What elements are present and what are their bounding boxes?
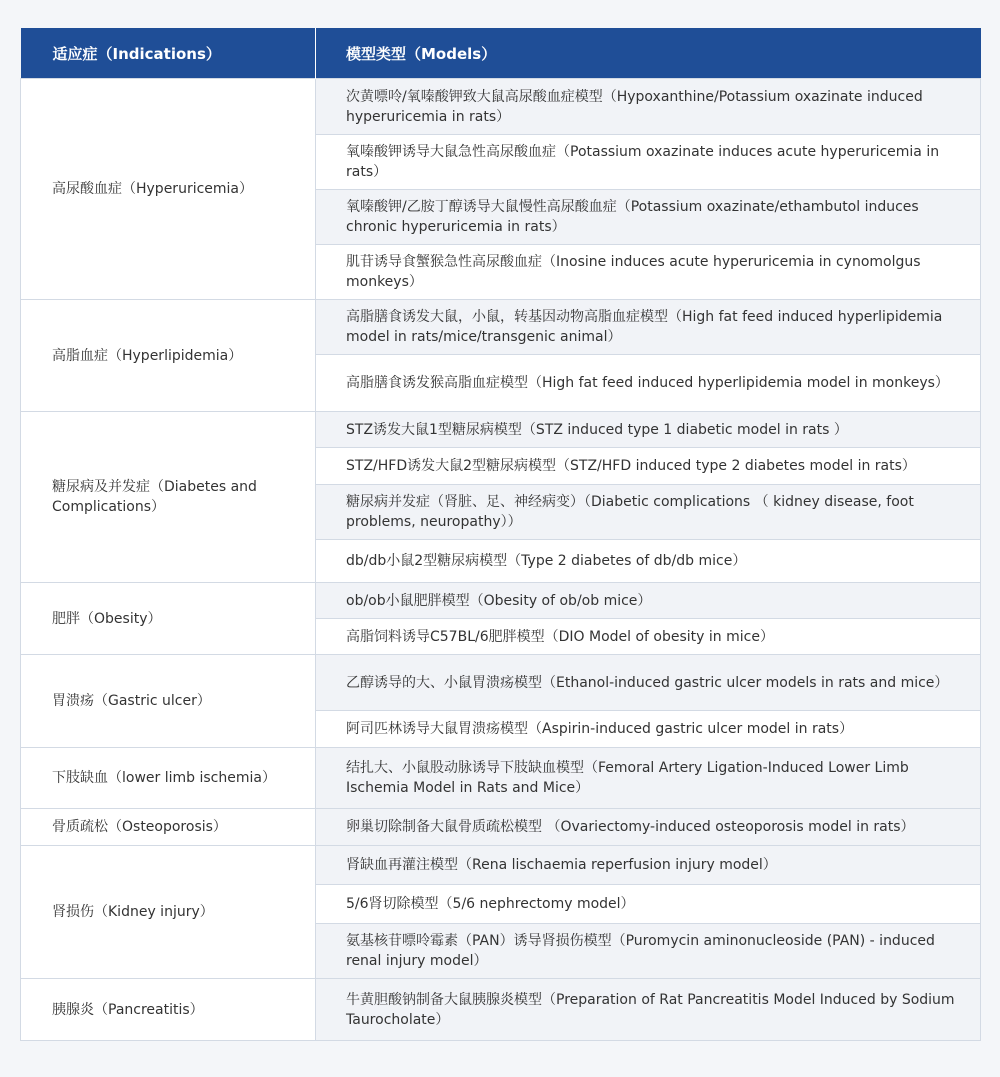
table-row bbox=[21, 809, 981, 846]
indication-cell: 骨质疏松（Osteoporosis） bbox=[21, 809, 316, 846]
indication-cell: 胰腺炎（Pancreatitis） bbox=[21, 979, 316, 1041]
table-row bbox=[21, 79, 981, 135]
model-cell: STZ/HFD诱发大鼠2型糖尿病模型（STZ/HFD induced type 2 diabetes model in rats） bbox=[316, 448, 981, 485]
indication-cell: 肾损伤（Kidney injury） bbox=[21, 846, 316, 979]
models-table-container bbox=[20, 28, 980, 1041]
indications-column-header: 适应症（Indications） bbox=[21, 28, 316, 79]
model-cell: 氨基核苷嘌呤霉素（PAN）诱导肾损伤模型（Puromycin aminonucleoside (PAN) - induced renal injury model） bbox=[316, 924, 981, 979]
model-cell: 卵巢切除制备大鼠骨质疏松模型 （Ovariectomy-induced osteoporosis model in rats） bbox=[316, 809, 981, 846]
model-cell: 次黄嘌呤/氧嗪酸钾致大鼠高尿酸血症模型（Hypoxanthine/Potassium oxazinate induced hyperuricemia in rats） bbox=[316, 79, 981, 135]
model-cell: STZ诱发大鼠1型糖尿病模型（STZ induced type 1 diabetic model in rats ） bbox=[316, 412, 981, 448]
model-cell: db/db小鼠2型糖尿病模型（Type 2 diabetes of db/db mice） bbox=[316, 540, 981, 583]
model-cell: 氧嗪酸钾诱导大鼠急性高尿酸血症（Potassium oxazinate induces acute hyperuricemia in rats） bbox=[316, 135, 981, 190]
model-cell: 肌苷诱导食蟹猴急性高尿酸血症（Inosine induces acute hyperuricemia in cynomolgus monkeys） bbox=[316, 245, 981, 300]
table-row bbox=[21, 583, 981, 619]
indications-models-table bbox=[20, 28, 981, 1041]
indication-cell: 高脂血症（Hyperlipidemia） bbox=[21, 300, 316, 412]
model-cell: 肾缺血再灌注模型（Rena lischaemia reperfusion injury model） bbox=[316, 846, 981, 885]
indication-cell: 高尿酸血症（Hyperuricemia） bbox=[21, 79, 316, 300]
model-cell: 结扎大、小鼠股动脉诱导下肢缺血模型（Femoral Artery Ligation-Induced Lower Limb Ischemia Model in Rats and Mice） bbox=[316, 748, 981, 809]
indication-cell: 下肢缺血（lower limb ischemia） bbox=[21, 748, 316, 809]
indication-cell: 肥胖（Obesity） bbox=[21, 583, 316, 655]
table-row bbox=[21, 655, 981, 711]
table-header-row bbox=[21, 28, 981, 79]
indication-cell: 胃溃疡（Gastric ulcer） bbox=[21, 655, 316, 748]
table-row bbox=[21, 412, 981, 448]
model-cell: 牛黄胆酸钠制备大鼠胰腺炎模型（Preparation of Rat Pancreatitis Model Induced by Sodium Taurocholate） bbox=[316, 979, 981, 1041]
model-cell: ob/ob小鼠肥胖模型（Obesity of ob/ob mice） bbox=[316, 583, 981, 619]
table-row bbox=[21, 846, 981, 885]
indication-cell: 糖尿病及并发症（Diabetes and Complications） bbox=[21, 412, 316, 583]
model-cell: 高脂饲料诱导C57BL/6肥胖模型（DIO Model of obesity in mice） bbox=[316, 619, 981, 655]
table-row bbox=[21, 979, 981, 1041]
table-row bbox=[21, 748, 981, 809]
model-cell: 乙醇诱导的大、小鼠胃溃疡模型（Ethanol-induced gastric ulcer models in rats and mice） bbox=[316, 655, 981, 711]
model-cell: 氧嗪酸钾/乙胺丁醇诱导大鼠慢性高尿酸血症（Potassium oxazinate/ethambutol induces chronic hyperuricemia in rats） bbox=[316, 190, 981, 245]
table-body bbox=[21, 79, 981, 1041]
models-column-header: 模型类型（Models） bbox=[316, 28, 981, 79]
model-cell: 5/6肾切除模型（5/6 nephrectomy model） bbox=[316, 885, 981, 924]
model-cell: 高脂膳食诱发猴高脂血症模型（High fat feed induced hyperlipidemia model in monkeys） bbox=[316, 355, 981, 412]
table-row bbox=[21, 300, 981, 355]
model-cell: 高脂膳食诱发大鼠，小鼠，转基因动物高脂血症模型（High fat feed induced hyperlipidemia model in rats/mice/transgenic animal） bbox=[316, 300, 981, 355]
model-cell: 阿司匹林诱导大鼠胃溃疡模型（Aspirin-induced gastric ulcer model in rats） bbox=[316, 711, 981, 748]
model-cell: 糖尿病并发症（肾脏、足、神经病变）（Diabetic complications （ kidney disease, foot problems, neuropathy）） bbox=[316, 485, 981, 540]
